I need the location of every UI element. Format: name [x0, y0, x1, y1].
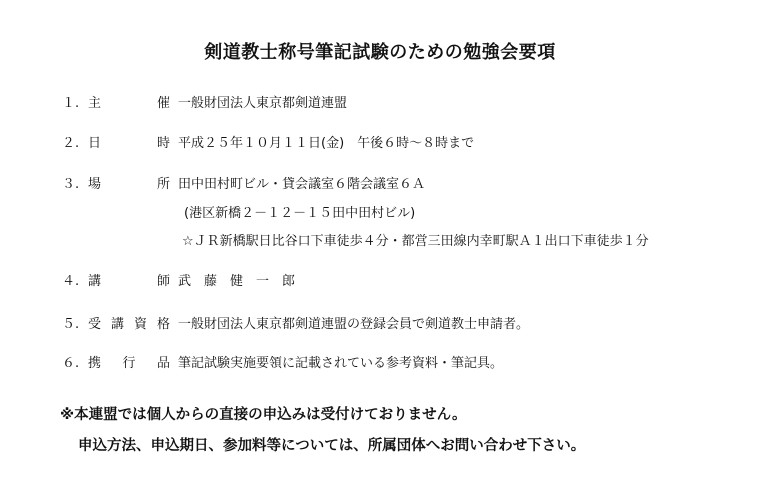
item-number: ４.: [62, 274, 80, 289]
item-datetime-label: [62, 132, 170, 151]
item-number: ５.: [62, 317, 80, 332]
note-inquiry-instructions: 申込方法、申込期日、参加料等については、所属団体へお問い合わせ下さい。: [78, 438, 586, 454]
item-organizer-value: 一般財団法人東京都剣道連盟: [178, 96, 348, 111]
item-belongings-value: 筆記試験実施要領に記載されている参考資料・筆記具。: [178, 356, 504, 371]
item-number: ６.: [62, 356, 80, 371]
item-label: 講師: [88, 274, 170, 289]
item-lecturer-value: 武 藤 健 一 郎: [178, 274, 296, 289]
item-lecturer-label: [62, 270, 170, 289]
item-label: 場所: [88, 177, 170, 192]
item-label: 主催: [88, 96, 170, 111]
item-label: 日時: [88, 136, 170, 151]
document-title: 剣道教士称号筆記試験のための勉強会要項: [204, 42, 556, 63]
item-belongings-label: [62, 352, 170, 371]
note-application-restriction: ※本連盟では個人からの直接の申込みは受付けておりません。: [60, 407, 467, 423]
item-label: 受講資格: [88, 317, 170, 332]
item-organizer-label: [62, 92, 170, 111]
item-number: ２.: [62, 136, 80, 151]
item-venue-name: 田中田村町ビル・貸会議室６階会議室６Ａ: [178, 177, 426, 192]
item-eligibility-label: [62, 313, 170, 332]
item-number: ３.: [62, 177, 80, 192]
item-eligibility-value: 一般財団法人東京都剣道連盟の登録会員で剣道教士申請者。: [178, 317, 530, 332]
item-venue-address: (港区新橋２－１２－１５田中田村ビル): [184, 206, 416, 221]
item-number: １.: [62, 96, 80, 111]
item-venue-label: [62, 173, 170, 192]
item-datetime-value: 平成２５年１０月１１日(金) 午後６時～８時まで: [178, 136, 475, 151]
item-venue-access: ☆ＪＲ新橋駅日比谷口下車徒歩４分・都営三田線内幸町駅Ａ１出口下車徒歩１分: [182, 234, 649, 249]
item-label: 携行品: [88, 356, 170, 371]
